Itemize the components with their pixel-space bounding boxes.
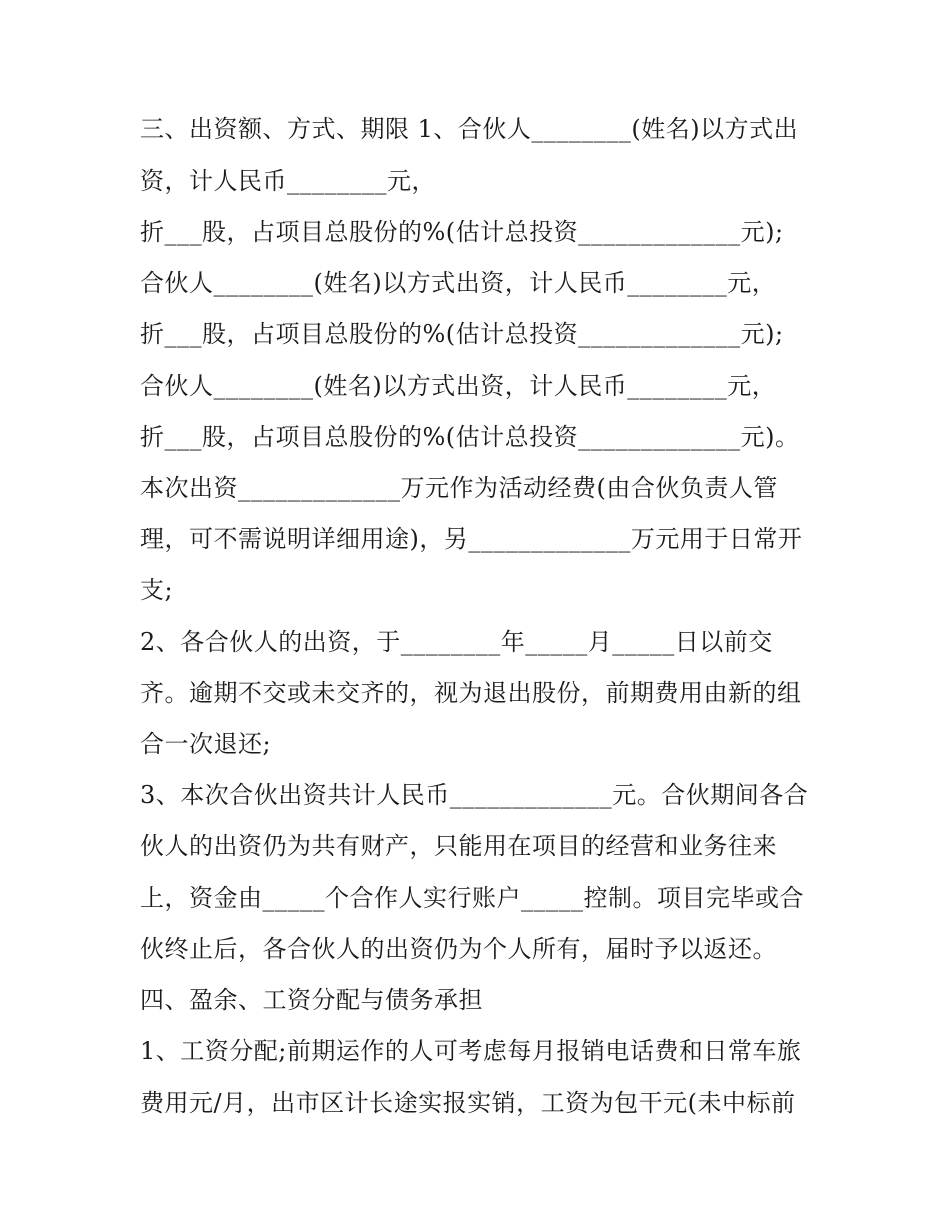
text-line: 伙终止后，各合伙人的出资仍为个人所有，届时予以返还。 [140,935,777,963]
text-line: 资，计人民币________元， [140,167,436,195]
text-line: 本次出资_____________万元作为活动经费(由合伙负责人管 [140,474,778,502]
text-line: 三、出资额、方式、期限 1、合伙人________(姓名)以方式出 [140,115,799,143]
text-line: 合伙人________(姓名)以方式出资，计人民币________元， [140,372,777,400]
text-line: 折___股，占项目总股份的%(估计总投资_____________元)。 [140,423,800,451]
section-heading: 四、盈余、工资分配与债务承担 [140,986,483,1014]
text-line: 齐。逾期不交或未交齐的，视为退出股份，前期费用由新的组 [140,679,802,707]
text-line: 伙人的出资仍为共有财产，只能用在项目的经营和业务往来 [140,832,777,860]
text-line: 折___股，占项目总股份的%(估计总投资_____________元); [140,218,784,246]
text-line: 3、本次合伙出资共计人民币_____________元。合伙期间各合 [140,781,809,809]
text-line: 费用元/月，出市区计长途实报实销，工资为包干元(未中标前 [140,1089,796,1117]
text-line: 1、工资分配;前期运作的人可考虑每月报销电话费和日常车旅 [140,1037,802,1065]
text-line: 支; [140,576,174,604]
text-line: 2、各合伙人的出资，于________年_____月_____日以前交 [140,628,773,656]
text-line: 折___股，占项目总股份的%(估计总投资_____________元); [140,320,784,348]
text-line: 合伙人________(姓名)以方式出资，计人民币________元， [140,269,777,297]
text-line: 合一次退还; [140,730,272,758]
text-line: 上，资金由_____个合作人实行账户_____控制。项目完毕或合 [140,884,804,912]
text-line: 理，可不需说明详细用途)，另_____________万元用于日常开 [140,525,803,553]
